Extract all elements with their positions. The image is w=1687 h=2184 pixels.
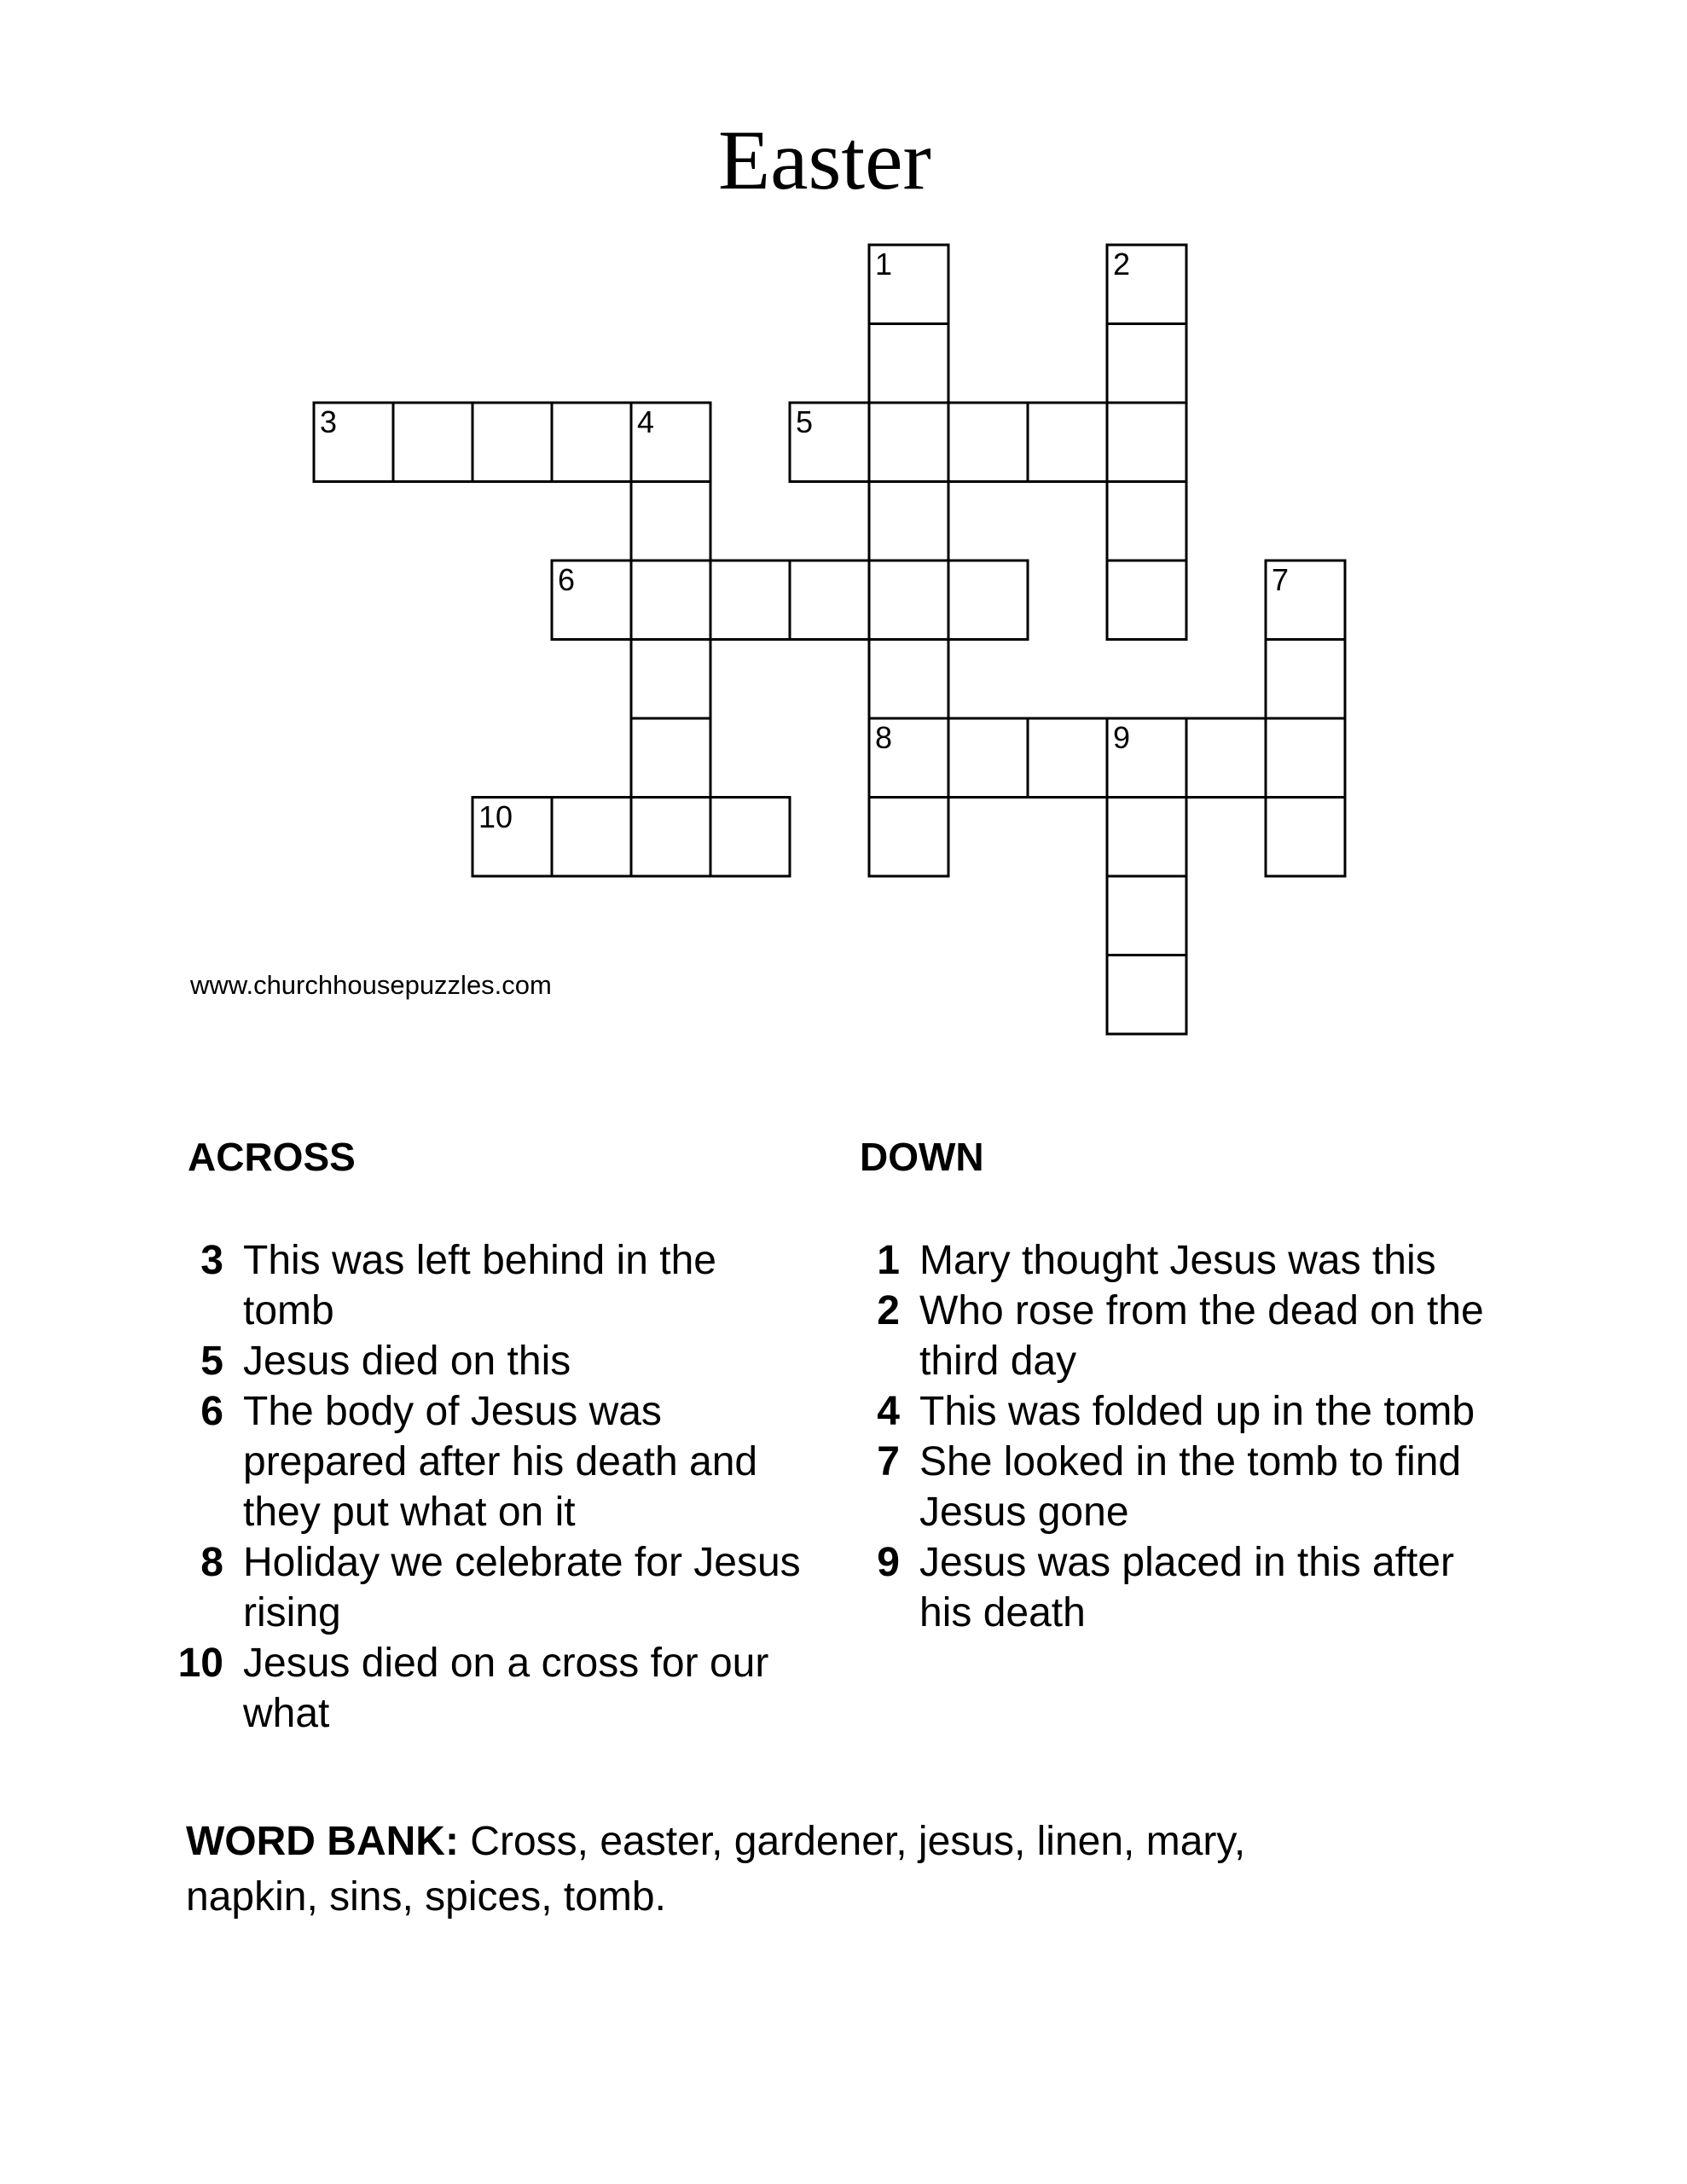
clue-line: rising bbox=[243, 1590, 341, 1635]
grid-cell-r0c10[interactable] bbox=[1107, 245, 1186, 324]
clue-down-2 bbox=[849, 1286, 1484, 1386]
clue-line: tomb bbox=[243, 1288, 334, 1333]
grid-cell-r6c10[interactable] bbox=[1107, 718, 1186, 798]
grid-cell-r4c8[interactable] bbox=[948, 561, 1028, 640]
cell-number-10: 10 bbox=[478, 799, 513, 834]
grid-cell-r5c7[interactable] bbox=[869, 640, 948, 719]
grid-cell-r6c7[interactable] bbox=[869, 718, 948, 798]
clue-number: 6 bbox=[200, 1389, 223, 1434]
grid-cell-r2c2[interactable] bbox=[472, 403, 552, 482]
grid-cell-r4c10[interactable] bbox=[1107, 561, 1186, 640]
clue-line: Jesus died on a cross for our bbox=[243, 1641, 769, 1686]
clue-across-3 bbox=[172, 1235, 801, 1336]
grid-cell-r4c3[interactable] bbox=[552, 561, 631, 640]
clue-down-1 bbox=[849, 1235, 1484, 1286]
grid-cell-r3c10[interactable] bbox=[1107, 482, 1186, 561]
grid-cell-r4c7[interactable] bbox=[869, 561, 948, 640]
clue-text bbox=[919, 1235, 1436, 1286]
clue-line: Holiday we celebrate for Jesus bbox=[243, 1540, 801, 1585]
cell-number-3: 3 bbox=[320, 404, 338, 439]
clue-line: This was folded up in the tomb bbox=[919, 1389, 1475, 1434]
clue-text bbox=[919, 1386, 1475, 1437]
clue-across-10 bbox=[172, 1638, 801, 1739]
clue-number: 7 bbox=[877, 1439, 900, 1484]
cell-number-2: 2 bbox=[1113, 247, 1131, 282]
grid-cell-r7c10[interactable] bbox=[1107, 798, 1186, 877]
clue-line: The body of Jesus was bbox=[243, 1389, 662, 1434]
grid-cell-r7c2[interactable] bbox=[472, 798, 552, 877]
grid-cell-r9c10[interactable] bbox=[1107, 956, 1186, 1035]
grid-cell-r5c4[interactable] bbox=[631, 640, 710, 719]
clue-number: 10 bbox=[177, 1641, 223, 1686]
clue-line: Mary thought Jesus was this bbox=[919, 1238, 1436, 1283]
grid-cell-r2c7[interactable] bbox=[869, 403, 948, 482]
grid-cell-r6c11[interactable] bbox=[1186, 718, 1266, 798]
grid-cell-r6c12[interactable] bbox=[1266, 718, 1345, 798]
grid-cell-r2c6[interactable] bbox=[790, 403, 869, 482]
clue-text bbox=[243, 1537, 801, 1638]
grid-cell-r6c4[interactable] bbox=[631, 718, 710, 798]
grid-cell-r4c5[interactable] bbox=[710, 561, 790, 640]
grid-cell-r0c7[interactable] bbox=[869, 245, 948, 324]
grid-cell-r2c8[interactable] bbox=[948, 403, 1028, 482]
clue-across-8 bbox=[172, 1537, 801, 1638]
clue-line: third day bbox=[919, 1339, 1077, 1384]
clue-down-7 bbox=[849, 1437, 1484, 1537]
clue-number: 8 bbox=[200, 1540, 223, 1585]
word-bank bbox=[186, 1814, 1245, 1925]
clue-text bbox=[919, 1537, 1454, 1638]
clue-line: Jesus gone bbox=[919, 1490, 1129, 1535]
grid-cell-r2c0[interactable] bbox=[314, 403, 393, 482]
grid-cell-r7c4[interactable] bbox=[631, 798, 710, 877]
word-bank-line2: napkin, sins, spices, tomb. bbox=[186, 1874, 666, 1920]
grid-cell-r6c9[interactable] bbox=[1028, 718, 1107, 798]
grid-cell-r4c6[interactable] bbox=[790, 561, 869, 640]
grid-cell-r1c7[interactable] bbox=[869, 324, 948, 404]
cell-number-7: 7 bbox=[1272, 562, 1290, 597]
grid-cell-r2c3[interactable] bbox=[552, 403, 631, 482]
cell-number-8: 8 bbox=[875, 720, 893, 755]
grid-cell-r2c4[interactable] bbox=[631, 403, 710, 482]
cell-number-6: 6 bbox=[558, 562, 576, 597]
grid-cell-r4c4[interactable] bbox=[631, 561, 710, 640]
clue-line: This was left behind in the bbox=[243, 1238, 716, 1283]
clue-line: they put what on it bbox=[243, 1490, 576, 1535]
clue-line: what bbox=[243, 1691, 330, 1736]
grid-cell-r8c10[interactable] bbox=[1107, 876, 1186, 956]
clue-text bbox=[243, 1386, 757, 1537]
clue-line: his death bbox=[919, 1590, 1086, 1635]
grid-cell-r2c9[interactable] bbox=[1028, 403, 1107, 482]
clue-line: Who rose from the dead on the bbox=[919, 1288, 1484, 1333]
clue-down-9 bbox=[849, 1537, 1484, 1638]
clue-line: Jesus was placed in this after bbox=[919, 1540, 1454, 1585]
clue-number: 2 bbox=[877, 1288, 900, 1333]
grid-cell-r5c12[interactable] bbox=[1266, 640, 1345, 719]
grid-cell-r6c8[interactable] bbox=[948, 718, 1028, 798]
clue-line: prepared after his death and bbox=[243, 1439, 758, 1484]
grid-cell-r3c4[interactable] bbox=[631, 482, 710, 561]
clue-text bbox=[243, 1336, 571, 1386]
word-bank-label: WORD BANK: bbox=[186, 1819, 459, 1864]
down-heading: DOWN bbox=[860, 1135, 984, 1179]
clue-across-6 bbox=[172, 1386, 801, 1537]
clue-number: 3 bbox=[200, 1238, 223, 1283]
clue-number: 4 bbox=[877, 1389, 900, 1434]
grid-cell-r1c10[interactable] bbox=[1107, 324, 1186, 404]
grid-cell-r7c5[interactable] bbox=[710, 798, 790, 877]
word-bank-line1: Cross, easter, gardener, jesus, linen, mary, bbox=[470, 1819, 1246, 1864]
clue-down-4 bbox=[849, 1386, 1484, 1437]
cell-number-1: 1 bbox=[875, 247, 893, 282]
grid-cell-r2c10[interactable] bbox=[1107, 403, 1186, 482]
grid-cell-r7c12[interactable] bbox=[1266, 798, 1345, 877]
across-clue-list bbox=[172, 1235, 801, 1739]
clue-number: 9 bbox=[877, 1540, 900, 1585]
cell-number-5: 5 bbox=[796, 404, 814, 439]
cell-number-9: 9 bbox=[1113, 720, 1131, 755]
grid-cell-r3c7[interactable] bbox=[869, 482, 948, 561]
down-clue-list bbox=[849, 1235, 1484, 1638]
grid-cell-r7c7[interactable] bbox=[869, 798, 948, 877]
grid-cell-r4c12[interactable] bbox=[1266, 561, 1345, 640]
clue-text bbox=[919, 1437, 1461, 1537]
clue-text bbox=[243, 1235, 716, 1336]
page-title: Easter bbox=[718, 113, 931, 207]
grid-cell-r7c3[interactable] bbox=[552, 798, 631, 877]
clue-number: 5 bbox=[200, 1339, 223, 1384]
clue-text bbox=[243, 1638, 768, 1739]
clue-text bbox=[919, 1286, 1484, 1386]
across-heading: ACROSS bbox=[188, 1135, 356, 1179]
clue-number: 1 bbox=[877, 1238, 900, 1283]
site-url: www.churchhousepuzzles.com bbox=[190, 970, 552, 1000]
grid-cell-r2c1[interactable] bbox=[393, 403, 472, 482]
cell-number-4: 4 bbox=[637, 404, 655, 439]
clue-line: Jesus died on this bbox=[243, 1339, 571, 1384]
clue-across-5 bbox=[172, 1336, 801, 1386]
clue-line: She looked in the tomb to find bbox=[919, 1439, 1462, 1484]
